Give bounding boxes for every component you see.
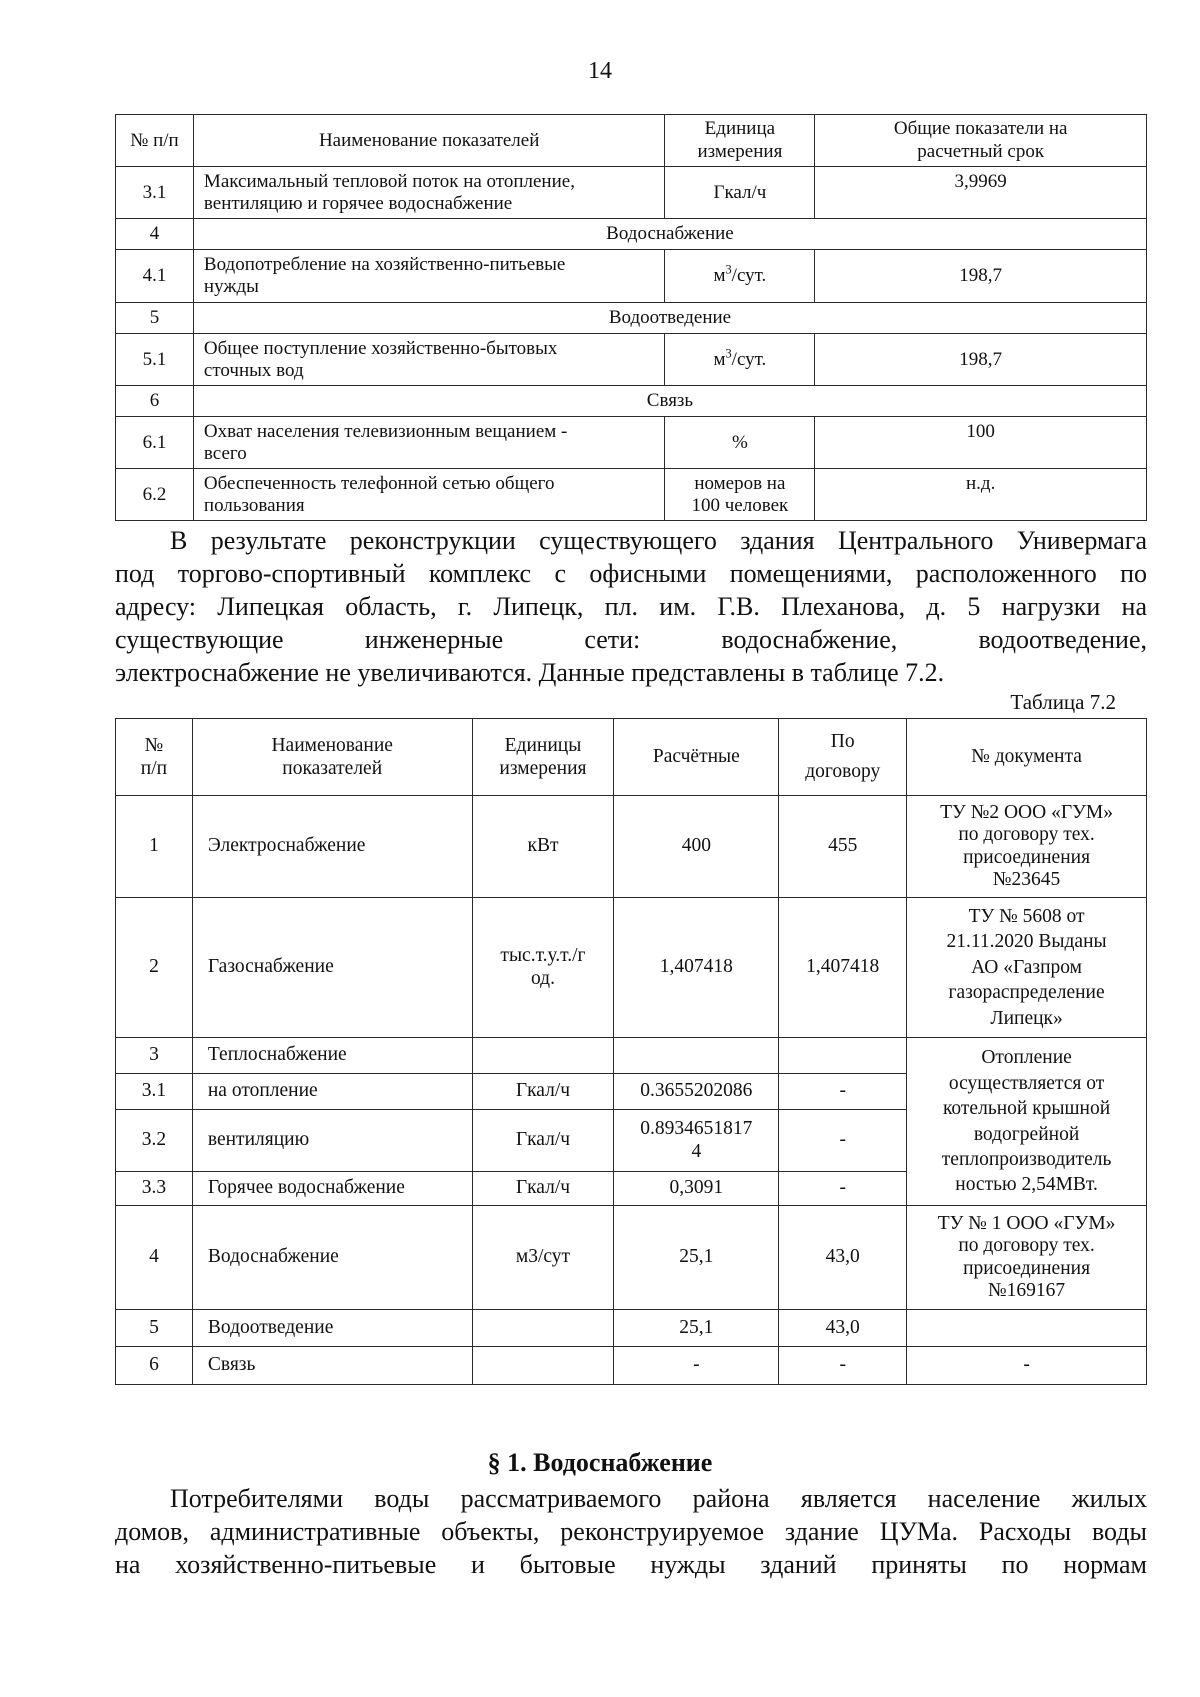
header-document: № документа: [907, 719, 1147, 796]
table-section-row: [116, 386, 1147, 417]
row-unit: Гкал/ч: [472, 1074, 614, 1110]
table-header-row: [116, 719, 1147, 796]
table-row: [116, 417, 1147, 469]
table-caption: Таблица 7.2: [1010, 690, 1116, 714]
row-unit: м3/сут: [472, 1206, 614, 1310]
row-name: на отопление: [192, 1074, 472, 1110]
row-contract: 43,0: [779, 1206, 907, 1310]
row-unit: тыс.т.у.т./г од.: [472, 898, 614, 1038]
table-row: [116, 334, 1147, 386]
row-document: Отопление осуществляется от котельной крышной водогрейной теплопроизводитель ностью 2,54МВт.: [907, 1038, 1147, 1206]
row-calculated: 25,1: [614, 1206, 779, 1310]
row-unit: [472, 1310, 614, 1347]
row-name: Общее поступление хозяйственно-бытовых сточных вод: [193, 334, 665, 386]
row-contract: -: [779, 1110, 907, 1172]
header-calculated: Расчётные: [614, 719, 779, 796]
header-contract: По договору: [779, 719, 907, 796]
row-num: 6: [116, 386, 194, 417]
row-num: 5.1: [116, 334, 194, 386]
table-row: [116, 1038, 1147, 1074]
loads-table: [115, 718, 1147, 1385]
row-value: 198,7: [815, 250, 1147, 303]
row-num: 1: [116, 796, 193, 898]
row-num: 5: [116, 303, 194, 334]
header-name: Наименование показателей: [192, 719, 472, 796]
row-name: Водоснабжение: [192, 1206, 472, 1310]
table-section-row: [116, 303, 1147, 334]
row-unit: Гкал/ч: [665, 167, 815, 219]
paragraph-line: на хозяйственно-питьевые и бытовые нужды зданий приняты по нормам: [115, 1550, 1147, 1579]
table-header-row: [116, 115, 1147, 167]
row-num: 4: [116, 1206, 193, 1310]
row-num: 3.1: [116, 1074, 193, 1110]
row-num: 2: [116, 898, 193, 1038]
row-num: 6.1: [116, 417, 194, 469]
row-contract: -: [779, 1074, 907, 1110]
table-row: [116, 1206, 1147, 1310]
row-num: 3.1: [116, 167, 194, 219]
row-unit: $м^3$/сут.: [665, 250, 815, 303]
paragraph-line: под торгово-спортивный комплекс с офисными помещениями, расположенного по: [115, 559, 1147, 588]
row-calculated: 0.3655202086: [614, 1074, 779, 1110]
row-unit: $м^3$/сут.: [665, 334, 815, 386]
row-name: Газоснабжение: [192, 898, 472, 1038]
table-row: [116, 167, 1147, 219]
header-unit: Единица измерения: [665, 115, 815, 167]
row-value: н.д.: [815, 469, 1147, 521]
paragraph-line: домов, административные объекты, реконструируемое здание ЦУМа. Расходы воды: [115, 1517, 1147, 1546]
row-calculated: 1,407418: [614, 898, 779, 1038]
row-contract: 43,0: [779, 1310, 907, 1347]
row-calculated: 0,3091: [614, 1172, 779, 1206]
row-value: 3,9969: [815, 167, 1147, 219]
row-name: Связь: [192, 1347, 472, 1385]
row-name: Водопотребление на хозяйственно-питьевые нужды: [193, 250, 665, 303]
row-document: ТУ №2 ООО «ГУМ» по договору тех. присоединения №23645: [907, 796, 1147, 898]
table-row: [116, 898, 1147, 1038]
row-name: Охват населения телевизионным вещанием - всего: [193, 417, 665, 469]
row-num: 5: [116, 1310, 193, 1347]
row-contract: 455: [779, 796, 907, 898]
page-number: 14: [588, 58, 612, 84]
row-document: ТУ № 1 ООО «ГУМ» по договору тех. присоединения №169167: [907, 1206, 1147, 1310]
row-document: ТУ № 5608 от 21.11.2020 Выданы АО «Газпром газораспределение Липецк»: [907, 898, 1147, 1038]
paragraph-line: существующие инженерные сети: водоснабжение, водоотведение,: [115, 625, 1147, 654]
row-name: Электроснабжение: [192, 796, 472, 898]
section-label: Водоотведение: [193, 303, 1146, 334]
row-name: Максимальный тепловой поток на отопление, вентиляцию и горячее водоснабжение: [193, 167, 665, 219]
row-unit: %: [665, 417, 815, 469]
row-calculated: 25,1: [614, 1310, 779, 1347]
row-num: 3: [116, 1038, 193, 1074]
header-unit: Единицы измерения: [472, 719, 614, 796]
row-num: 3.2: [116, 1110, 193, 1172]
indicators-table: [115, 114, 1147, 521]
table-row: [116, 796, 1147, 898]
row-name: Водоотведение: [192, 1310, 472, 1347]
row-num: 4.1: [116, 250, 194, 303]
row-contract: 1,407418: [779, 898, 907, 1038]
row-contract: -: [779, 1172, 907, 1206]
row-name: Горячее водоснабжение: [192, 1172, 472, 1206]
section-label: Водоснабжение: [193, 219, 1146, 250]
row-name: Обеспеченность телефонной сетью общего пользования: [193, 469, 665, 521]
row-calculated: -: [614, 1347, 779, 1385]
row-name: Теплоснабжение: [192, 1038, 472, 1074]
row-document: [907, 1310, 1147, 1347]
row-contract: [779, 1038, 907, 1074]
row-calculated: [614, 1038, 779, 1074]
row-unit: номеров на 100 человек: [665, 469, 815, 521]
header-num: № п/п: [116, 115, 194, 167]
row-document: -: [907, 1347, 1147, 1385]
header-total: Общие показатели на расчетный срок: [815, 115, 1147, 167]
table-row: [116, 1310, 1147, 1347]
row-num: 4: [116, 219, 194, 250]
row-calculated: 0.8934651817 4: [614, 1110, 779, 1172]
table-row: [116, 469, 1147, 521]
row-calculated: 400: [614, 796, 779, 898]
section-title: § 1. Водоснабжение: [487, 1448, 713, 1477]
table-section-row: [116, 219, 1147, 250]
row-num: 6.2: [116, 469, 194, 521]
header-name: Наименование показателей: [193, 115, 665, 167]
paragraph-line: электроснабжение не увеличиваются. Данные представлены в таблице 7.2.: [115, 658, 945, 687]
row-num: 6: [116, 1347, 193, 1385]
row-unit: кВт: [472, 796, 614, 898]
row-contract: -: [779, 1347, 907, 1385]
row-unit: Гкал/ч: [472, 1110, 614, 1172]
row-name: вентиляцию: [192, 1110, 472, 1172]
table-row: [116, 250, 1147, 303]
table-row: [116, 1347, 1147, 1385]
row-unit: [472, 1038, 614, 1074]
paragraph-line: В результате реконструкции существующего здания Центрального Универмага: [170, 526, 1147, 555]
row-value: 100: [815, 417, 1147, 469]
paragraph-line: адресу: Липецкая область, г. Липецк, пл. им. Г.В. Плеханова, д. 5 нагрузки на: [115, 592, 1147, 621]
row-unit: Гкал/ч: [472, 1172, 614, 1206]
paragraph-line: Потребителями воды рассматриваемого района является население жилых: [170, 1484, 1147, 1513]
section-label: Связь: [193, 386, 1146, 417]
row-value: 198,7: [815, 334, 1147, 386]
row-num: 3.3: [116, 1172, 193, 1206]
header-num: № п/п: [116, 719, 193, 796]
row-unit: [472, 1347, 614, 1385]
